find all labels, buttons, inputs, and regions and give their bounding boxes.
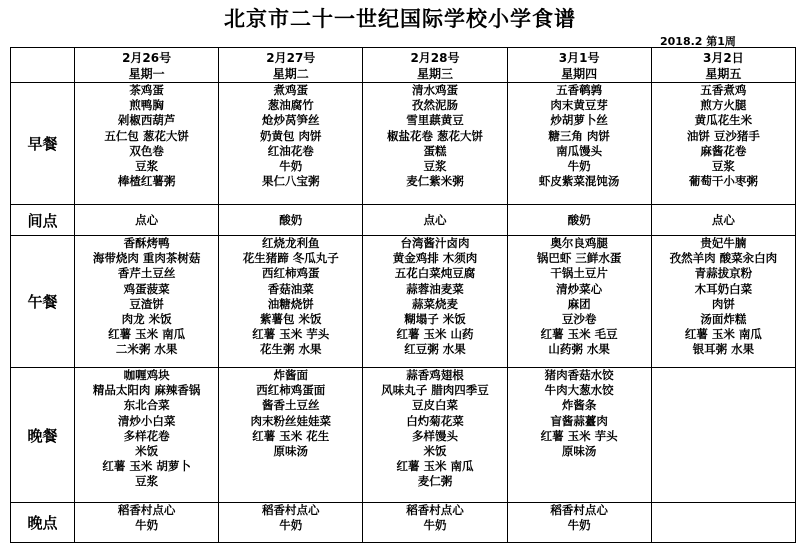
menu-item: 咖喱鸡块: [123, 368, 170, 382]
lunch-row: [11, 236, 796, 368]
menu-cell: [507, 368, 651, 503]
day-weekday: 星期五: [705, 67, 742, 81]
day-weekday: 星期一: [128, 67, 165, 81]
day-weekday: 星期四: [561, 67, 598, 81]
menu-item: 双色卷: [129, 143, 164, 158]
menu-item: 肉龙 米饭: [121, 312, 172, 327]
menu-item: 米饭: [135, 444, 159, 459]
menu-item: 炸酱条: [561, 398, 597, 413]
menu-item: 贵妃牛腩: [700, 236, 747, 250]
menu-cell: [507, 503, 651, 543]
menu-item: 牛奶: [567, 159, 591, 174]
menu-item: 红薯 玉米 毛豆: [540, 327, 618, 342]
menu-item: 青蒜拔京粉: [694, 266, 753, 281]
menu-item: 虾皮紫菜混饨汤: [538, 174, 620, 189]
menu-item: 汤面炸糕: [700, 312, 747, 327]
menu-item: 米饭: [423, 444, 447, 459]
menu-item: 酸奶: [567, 213, 591, 227]
menu-item: 紫薯包 米饭: [260, 312, 322, 327]
menu-cell: [363, 503, 507, 543]
menu-item: 蛋糕: [423, 143, 447, 158]
menu-item: 海带烧肉 重肉茶树菇: [92, 251, 201, 266]
menu-cell: [75, 503, 219, 543]
menu-cell: [363, 368, 507, 503]
menu-item: 孜然泥肠: [411, 98, 458, 113]
menu-cell: [219, 503, 363, 543]
menu-cell: [651, 368, 795, 503]
menu-cell: [507, 205, 651, 236]
corner-cell: [11, 48, 75, 83]
menu-cell: [651, 205, 795, 236]
menu-item: 茶鸡蛋: [129, 83, 164, 97]
menu-item: 豆渣饼: [129, 296, 164, 311]
menu-item: 牛奶: [423, 518, 447, 533]
menu-item: 稻香村点心: [550, 503, 608, 517]
menu-item: 鸡蛋菠菜: [123, 281, 170, 296]
menu-item: 肉末黄豆芽: [550, 98, 608, 113]
menu-item: 肉末粉丝娃娃菜: [250, 413, 332, 428]
menu-cell: [219, 83, 363, 205]
menu-item: 葱油腐竹: [267, 98, 314, 113]
menu-cell: [219, 368, 363, 503]
day-header: [219, 48, 363, 83]
menu-item: 炸酱面: [273, 368, 309, 382]
menu-item: 红薯 玉米 花生: [252, 428, 330, 443]
menu-item: 牛奶: [135, 518, 159, 533]
menu-item: 山药粥 水果: [548, 342, 610, 357]
menu-item: 干锅土豆片: [550, 266, 608, 281]
menu-item: 多样馒头: [411, 428, 458, 443]
menu-item: 红薯 玉米 芋头: [252, 327, 330, 342]
meal-label: 早餐: [11, 83, 75, 205]
menu-item: 糊塌子 米饭: [404, 312, 466, 327]
day-date: 2月27号: [266, 51, 316, 65]
menu-item: 西红柿鸡蛋: [262, 266, 320, 281]
menu-cell: [651, 236, 795, 368]
menu-cell: [363, 205, 507, 236]
menu-item: 煮鸡蛋: [273, 83, 309, 97]
menu-item: 麻酱花卷: [700, 143, 747, 158]
menu-item: 牛奶: [567, 518, 591, 533]
menu-item: 锅巴虾 三鲜水蛋: [536, 251, 622, 266]
menu-item: 风味丸子 腊肉四季豆: [381, 383, 489, 398]
menu-item: 多样花卷: [123, 428, 170, 443]
menu-item: 棒楂红薯粥: [117, 174, 176, 189]
menu-item: 糖三角 肉饼: [548, 128, 610, 143]
breakfast-row: [11, 83, 796, 205]
menu-item: 煎鸭胸: [129, 98, 164, 113]
menu-item: 红豆粥 水果: [404, 342, 466, 357]
menu-item: 奥尔良鸡腿: [550, 236, 608, 250]
menu-item: 香芹土豆丝: [117, 266, 176, 281]
page-title: 北京市二十一世纪国际学校小学食谱: [224, 7, 576, 31]
menu-item: 精品太阳肉 麻辣香锅: [92, 383, 201, 398]
evening-row: [11, 503, 796, 543]
dinner-row: [11, 368, 796, 503]
menu-item: 黄金鸡排 木须肉: [392, 251, 478, 266]
menu-item: 麻团: [567, 296, 591, 311]
menu-item: 酸奶: [279, 213, 303, 227]
menu-item: 油糖烧饼: [267, 296, 314, 311]
meal-label: 晚餐: [11, 368, 75, 503]
header-row: [11, 48, 796, 83]
menu-item: 五香煮鸡: [700, 83, 747, 97]
menu-item: 麦仁粥: [417, 474, 453, 489]
menu-item: 红薯 玉米 南瓜: [108, 327, 186, 342]
menu-cell: [219, 236, 363, 368]
menu-item: 蒜菜烧麦: [411, 296, 458, 311]
menu-item: 煎方火腿: [700, 98, 747, 113]
day-date: 2月26号: [122, 51, 172, 65]
meal-label: 间点: [11, 205, 75, 236]
menu-item: 香酥烤鸭: [123, 236, 170, 250]
menu-item: 红烧龙利鱼: [262, 236, 320, 250]
menu-item: 银耳粥 水果: [692, 342, 755, 357]
menu-item: 孜然羊肉 酸菜汆白肉: [669, 251, 778, 266]
menu-item: 原味汤: [561, 444, 597, 459]
menu-item: 牛奶: [279, 159, 303, 174]
menu-item: 牛肉大葱水饺: [544, 383, 614, 398]
week-label: 2018.2 第1周: [660, 35, 736, 48]
menu-cell: [507, 83, 651, 205]
menu-item: 豆浆: [135, 159, 159, 174]
menu-item: 果仁八宝粥: [262, 174, 320, 189]
day-header: [363, 48, 507, 83]
menu-item: 东北合菜: [123, 398, 170, 413]
menu-item: 炝炒莴笋丝: [262, 113, 320, 128]
menu-item: 蒜蓉油麦菜: [406, 281, 464, 296]
menu-item: 牛奶: [279, 518, 303, 533]
menu-item: 白灼菊花菜: [406, 413, 464, 428]
menu-item: 二米粥 水果: [115, 342, 178, 357]
menu-cell: [219, 205, 363, 236]
menu-table: [10, 47, 796, 543]
menu-item: 点心: [423, 213, 447, 227]
menu-item: 稻香村点心: [406, 503, 464, 517]
menu-item: 奶黄包 肉饼: [260, 128, 322, 143]
menu-item: 清水鸡蛋: [411, 83, 458, 97]
menu-cell: [75, 83, 219, 205]
menu-item: 盲酱蒜薹肉: [550, 413, 608, 428]
menu-item: 猪肉香菇水饺: [544, 368, 614, 382]
meal-label: 午餐: [11, 236, 75, 368]
menu-item: 黄瓜花生米: [694, 113, 753, 128]
menu-item: 稻香村点心: [262, 503, 320, 517]
menu-item: 南瓜馒头: [556, 143, 603, 158]
day-weekday: 星期三: [416, 67, 453, 81]
menu-item: 西红柿鸡蛋面: [256, 383, 326, 398]
menu-cell: [75, 368, 219, 503]
menu-item: 点心: [135, 213, 159, 227]
menu-item: 红薯 玉米 芋头: [540, 428, 618, 443]
menu-item: 清炒小白菜: [117, 413, 176, 428]
menu-cell: [363, 236, 507, 368]
menu-item: 豆沙卷: [561, 312, 597, 327]
menu-item: 豆浆: [423, 159, 447, 174]
day-weekday: 星期二: [272, 67, 309, 81]
day-date: 3月2日: [703, 51, 744, 65]
menu-item: 炒胡萝卜丝: [550, 113, 608, 128]
menu-item: 蒜香鸡翅根: [406, 368, 464, 382]
day-date: 3月1号: [558, 51, 600, 65]
menu-item: 红薯 玉米 胡萝卜: [102, 459, 191, 474]
menu-cell: [651, 503, 795, 543]
menu-cell: [363, 83, 507, 205]
menu-cell: [507, 236, 651, 368]
menu-item: 肉饼: [711, 296, 735, 311]
menu-item: 葡萄干小枣粥: [688, 174, 758, 189]
menu-item: 豆浆: [135, 474, 159, 489]
day-date: 2月28号: [410, 51, 460, 65]
menu-item: 香菇油菜: [267, 281, 314, 296]
menu-cell: [75, 205, 219, 236]
menu-item: 剁椒西葫芦: [117, 113, 176, 128]
menu-item: 红薯 玉米 南瓜: [396, 459, 474, 474]
menu-item: 椒盐花卷 葱花大饼: [386, 128, 483, 143]
menu-item: 五香鹌鹑: [556, 83, 603, 97]
menu-item: 清炒菜心: [556, 281, 603, 296]
menu-item: 红油花卷: [267, 143, 314, 158]
menu-item: 木耳奶白菜: [694, 281, 753, 296]
menu-item: 油饼 豆沙猪手: [686, 128, 760, 143]
menu-item: 花生猪蹄 冬瓜丸子: [242, 251, 339, 266]
menu-item: 红薯 玉米 山药: [396, 327, 474, 342]
menu-item: 台湾酱汁卤肉: [400, 236, 470, 250]
menu-item: 点心: [711, 213, 735, 227]
menu-item: 花生粥 水果: [260, 342, 322, 357]
day-header: [651, 48, 795, 83]
menu-item: 五仁包 葱花大饼: [104, 128, 189, 143]
menu-item: 麦仁紫米粥: [406, 174, 464, 189]
menu-item: 五花白菜炖豆腐: [394, 266, 476, 281]
menu-item: 原味汤: [273, 444, 309, 459]
menu-item: 酱香土豆丝: [262, 398, 320, 413]
day-header: [507, 48, 651, 83]
meal-label: 晚点: [11, 503, 75, 543]
menu-item: 豆浆: [711, 159, 735, 174]
menu-cell: [651, 83, 795, 205]
day-header: [75, 48, 219, 83]
menu-item: 稻香村点心: [117, 503, 176, 517]
menu-item: 雪里蕻黄豆: [406, 113, 464, 128]
menu-item: 红薯 玉米 南瓜: [684, 327, 762, 342]
menu-cell: [75, 236, 219, 368]
snack-row: [11, 205, 796, 236]
menu-item: 豆皮白菜: [411, 398, 458, 413]
